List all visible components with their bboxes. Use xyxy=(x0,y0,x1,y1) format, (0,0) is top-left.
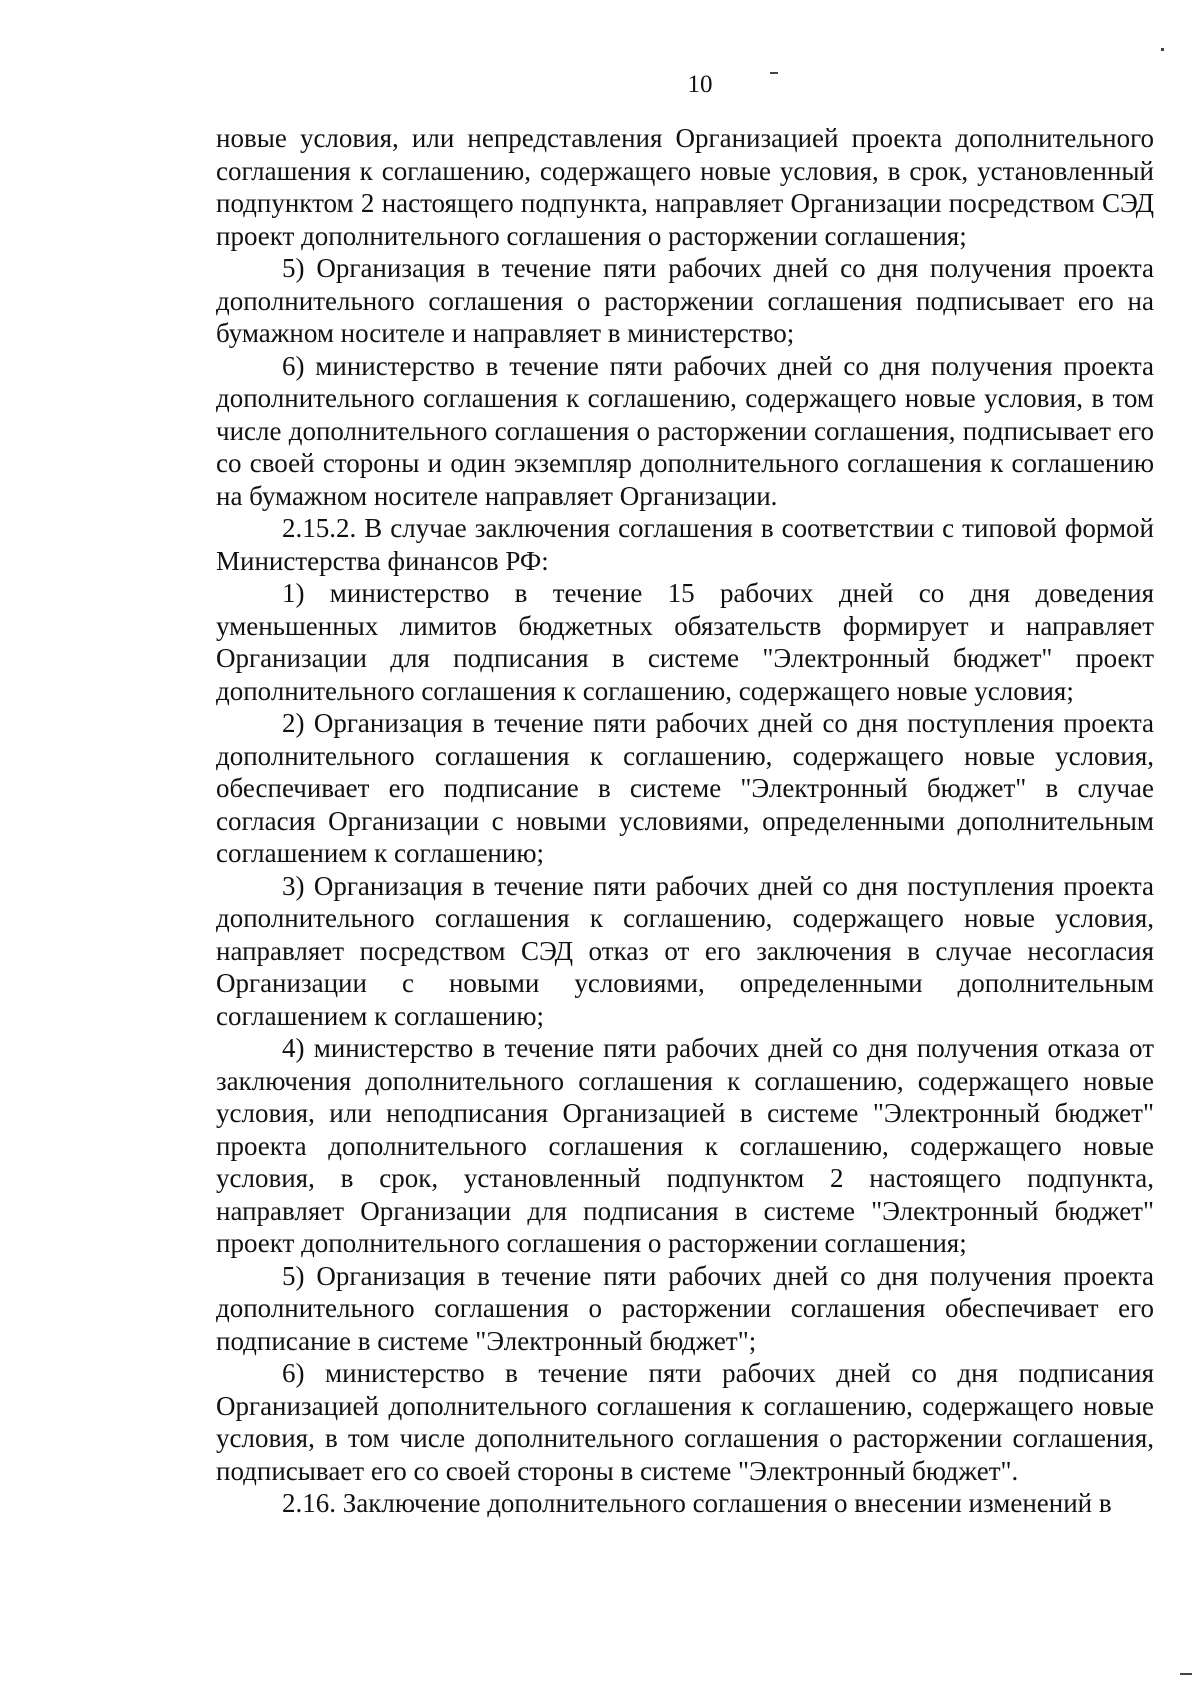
paragraph-item-4: 4) министерство в течение пяти рабочих дней со дня получения отказа от заключения дополнительного соглашения к соглашению, содержащего новые условия, или неподписания Организацией в системе "Электронный бюджет" проекта дополнительного соглашения к соглашению, содержащего новые условия, в срок, установленный подпунктом 2 настоящего подпункта, направляет Организации для подписания в системе "Электронный бюджет" проект дополнительного соглашения о расторжении соглашения; xyxy=(216,1033,1154,1258)
paragraph-item-1: 1) министерство в течение 15 рабочих дней со дня доведения уменьшенных лимитов бюджетных обязательств формирует и направляет Организации для подписания в системе "Электронный бюджет" проект дополнительного соглашения к соглашению, содержащего новые условия; xyxy=(216,578,1154,706)
paragraph-item-2: 2) Организация в течение пяти рабочих дней со дня поступления проекта дополнительного соглашения к соглашению, содержащего новые условия, обеспечивает его подписание в системе "Электронный бюджет" в случае согласия Организации с новыми условиями, определенными дополнительным соглашением к соглашению; xyxy=(216,708,1154,868)
paragraph-section-2-15-2: 2.15.2. В случае заключения соглашения в соответствии с типовой формой Министерства финансов РФ: xyxy=(216,513,1154,576)
page-number: 10 xyxy=(687,71,713,98)
paragraph-item-6: 6) министерство в течение пяти рабочих дней со дня получения проекта дополнительного соглашения к соглашению, содержащего новые условия, в том числе дополнительного соглашения о расторжении соглашения, подписывает его со своей стороны и один экземпляр дополнительного соглашения к соглашению на бумажном носителе направляет Организации. xyxy=(216,350,1154,511)
paragraph-section-2-16: 2.16. Заключение дополнительного соглашения о внесении изменений в xyxy=(282,1488,1112,1518)
scan-speck xyxy=(1161,48,1164,51)
paragraph-item-6b: 6) министерство в течение пяти рабочих дней со дня подписания Организацией дополнительного соглашения к соглашению, содержащего новые условия, в том числе дополнительного соглашения о расторжении соглашения, подписывает его со своей стороны в системе "Электронный бюджет". xyxy=(216,1358,1154,1486)
paragraph-item-5b: 5) Организация в течение пяти рабочих дней со дня получения проекта дополнительного соглашения о расторжении соглашения обеспечивает его подписание в системе "Электронный бюджет"; xyxy=(216,1260,1154,1356)
scan-speck xyxy=(770,72,778,74)
paragraph-item-5: 5) Организация в течение пяти рабочих дней со дня получения проекта дополнительного соглашения о расторжении соглашения подписывает его на бумажном носителе и направляет в министерство; xyxy=(216,253,1154,348)
paragraph-item-3: 3) Организация в течение пяти рабочих дней со дня поступления проекта дополнительного соглашения к соглашению, содержащего новые условия, направляет посредством СЭД отказ от его заключения в случае несогласия Организации с новыми условиями, определенными дополнительным соглашением к соглашению; xyxy=(216,870,1154,1031)
document-body xyxy=(216,122,1154,1520)
paragraph-continuation: новые условия, или непредставления Организацией проекта дополнительного соглашения к соглашению, содержащего новые условия, в срок, установленный подпунктом 2 настоящего подпункта, направляет Организации посредством СЭД проект дополнительного соглашения о расторжении соглашения; xyxy=(216,123,1154,251)
scan-mark xyxy=(1180,1673,1192,1675)
